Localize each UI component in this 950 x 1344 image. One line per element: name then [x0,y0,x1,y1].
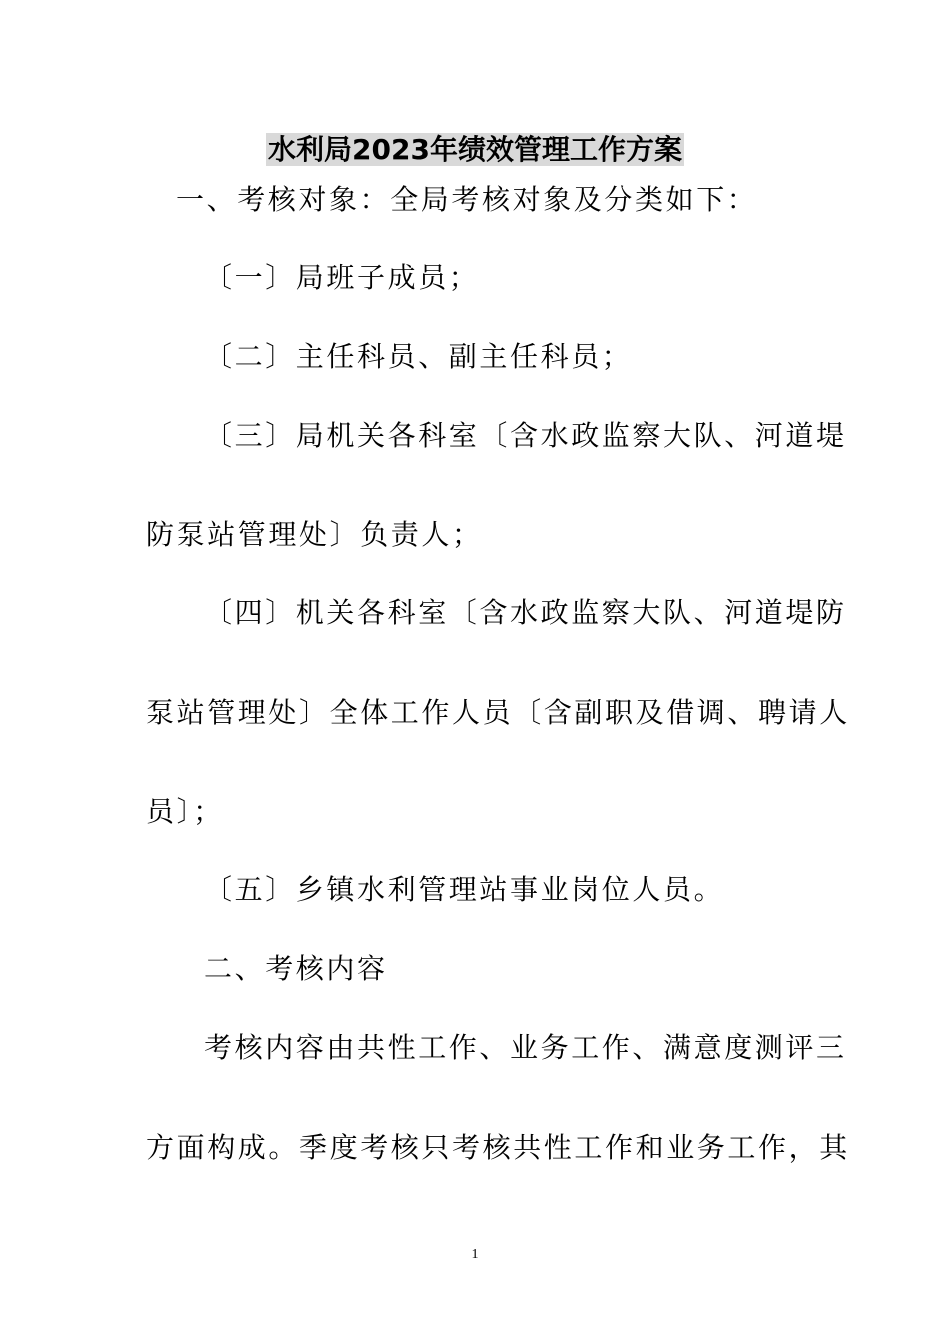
list-item: 〔三〕局机关各科室〔含水政监察大队、河道堤 [204,419,847,452]
list-item-continuation: 员〕； [146,795,224,828]
document-title [0,130,950,170]
document-title-text: 水利局2023年绩效管理工作方案 [268,133,682,166]
page-number: 1 [471,1247,479,1262]
list-item: 〔四〕机关各科室〔含水政监察大队、河道堤防 [204,596,847,629]
paragraph-line: 考核内容由共性工作、业务工作、满意度测评三 [204,1031,847,1064]
list-item: 〔五〕乡镇水利管理站事业岗位人员。 [204,873,725,906]
list-item-continuation: 泵站管理处〕全体工作人员〔含副职及借调、聘请人 [146,696,850,729]
list-item: 〔二〕主任科员、副主任科员； [204,340,633,373]
list-item: 〔一〕局班子成员； [204,261,480,294]
list-item-continuation: 防泵站管理处〕负责人； [146,518,483,551]
section-heading-assessment-content: 二、考核内容 [204,952,388,985]
paragraph-line: 方面构成。季度考核只考核共性工作和业务工作，其 [146,1131,850,1164]
section-heading-assessment-targets: 一、考核对象：全局考核对象及分类如下： [176,183,758,216]
